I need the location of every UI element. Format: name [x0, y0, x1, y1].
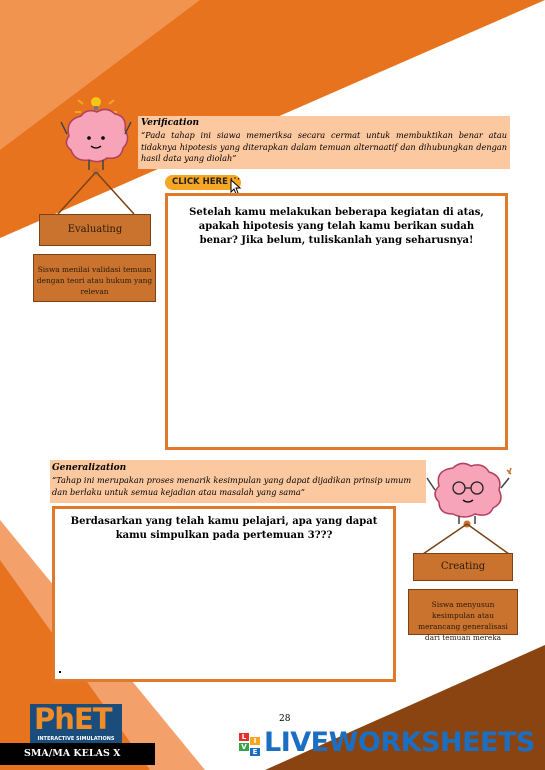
logo-block-e: E: [250, 748, 260, 756]
creating-description-sign: [408, 589, 518, 642]
brain-glasses-icon: [409, 456, 521, 556]
question-1: Setelah kamu melakukan beberapa kegiatan di atas, apakah hipotesis yang telah kamu berikan sudah benar? Jika belum, tuliskanlah yang seharusnya!: [189, 207, 484, 246]
generalization-title: Generalization: [52, 463, 127, 473]
creating-label: Creating: [440, 561, 486, 572]
page-number: 28: [279, 714, 291, 724]
logo-block-v: V: [239, 743, 249, 751]
text-cursor-dot: [59, 671, 61, 673]
question-2: Berdasarkan yang telah kamu pelajari, apa yang dapat kamu simpulkan pada pertemuan 3???: [70, 516, 378, 541]
generalization-banner: [50, 460, 426, 503]
answer-box-1[interactable]: [165, 193, 508, 450]
class-label: SMA/MA KELAS X: [0, 743, 155, 765]
phet-logo: [30, 704, 122, 744]
verification-banner: [138, 116, 510, 169]
verification-text: “Pada tahap ini siawa memeriksa secara cermat untuk membuktikan benar atau tidaknya hipotesis yang diterapkan dalam temuan alternaatif dan dihubungkan dengan hasil data yang diolah”: [141, 130, 507, 164]
logo-block-l: L: [239, 733, 249, 741]
click-here-label: CLICK HERE: [172, 177, 228, 187]
phet-subtitle: INTERACTIVE SIMULATIONS: [37, 736, 115, 742]
evaluating-description-sign: [33, 254, 156, 302]
generalization-text: “Tahap ini merupakan proses menarik kesimpulan yang dapat dijadikan prinsip umum dan berlaku untuk semua kejadian atau masalah yang sama”: [52, 475, 412, 497]
logo-block-i: I: [250, 737, 260, 745]
creating-sign: [413, 553, 513, 581]
brain-lightbulb-icon: [55, 94, 137, 218]
evaluating-description: Siswa menilai validasi temuan dengan teori atau hukum yang relevan: [36, 265, 153, 296]
verification-title: Verification: [141, 118, 200, 128]
answer-box-2[interactable]: [52, 506, 396, 682]
evaluating-label: Evaluating: [67, 224, 123, 235]
liveworksheets-wordmark: LIVEWORKSHEETS: [264, 727, 535, 758]
phet-word: PhET: [34, 702, 112, 736]
liveworksheets-logo-icon: [239, 733, 261, 759]
evaluating-sign: [39, 214, 151, 246]
creating-description: Siswa menyusun kesimpulan atau merancang generalisasi dari temuan mereka: [418, 600, 508, 642]
